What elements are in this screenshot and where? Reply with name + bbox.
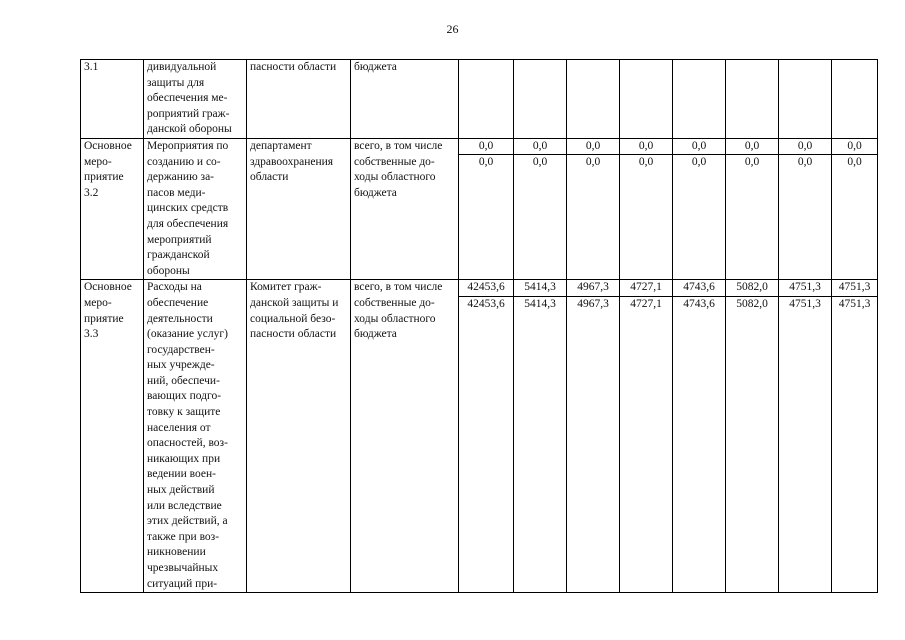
own-revenue-label: собственные до- ходы областного бюджета xyxy=(354,155,436,199)
own-value: 5082,0 xyxy=(736,297,768,310)
value-cell xyxy=(779,280,832,593)
own-value: 42453,6 xyxy=(467,297,505,310)
own-value: 0,0 xyxy=(744,156,760,169)
value-cell xyxy=(673,138,726,279)
value-cell xyxy=(832,138,878,279)
value-cell xyxy=(567,280,620,593)
total-value: 4751,3 xyxy=(779,280,831,297)
table-row xyxy=(81,60,878,139)
value-cell xyxy=(514,280,567,593)
responsible-cell: пасности области xyxy=(247,60,351,139)
own-value: 0,0 xyxy=(532,156,548,169)
total-value: 42453,6 xyxy=(459,280,513,297)
value-cell xyxy=(620,60,673,139)
funding-source-cell xyxy=(351,138,459,279)
total-value: 0,0 xyxy=(673,139,725,156)
total-value: 0,0 xyxy=(726,139,778,156)
row-number-cell: 3.1 xyxy=(81,60,144,139)
own-value: 0,0 xyxy=(585,156,601,169)
responsible-cell: департамент здравоохранения области xyxy=(247,138,351,279)
total-value: 0,0 xyxy=(459,139,513,156)
row-number-cell: Основное меро- приятие 3.2 xyxy=(81,138,144,279)
total-value: 5082,0 xyxy=(726,280,778,297)
activity-name-cell: дивидуальной защиты для обеспечения ме- роприятий граж- данской обороны xyxy=(144,60,247,139)
value-cell xyxy=(726,60,779,139)
value-cell xyxy=(459,138,514,279)
value-cell xyxy=(567,60,620,139)
total-value: 0,0 xyxy=(832,139,877,156)
value-cell xyxy=(779,138,832,279)
own-value: 0,0 xyxy=(638,156,654,169)
value-cell xyxy=(832,60,878,139)
own-value: 4743,6 xyxy=(683,297,715,310)
total-value: 4751,3 xyxy=(832,280,877,297)
total-value: 5414,3 xyxy=(514,280,566,297)
funding-source-cell xyxy=(351,280,459,593)
value-cell xyxy=(620,138,673,279)
own-revenue-label: собственные до- ходы областного бюджета xyxy=(354,296,436,341)
budget-table xyxy=(80,59,878,593)
total-value: 0,0 xyxy=(514,139,566,156)
value-cell xyxy=(673,280,726,593)
total-value: 0,0 xyxy=(620,139,672,156)
total-value: 4727,1 xyxy=(620,280,672,297)
value-cell xyxy=(514,60,567,139)
own-value: 4967,3 xyxy=(577,297,609,310)
total-value: 0,0 xyxy=(779,139,831,156)
total-label: всего, в том числе xyxy=(354,139,443,152)
value-cell xyxy=(514,138,567,279)
total-value: 4743,6 xyxy=(673,280,725,297)
own-value: 0,0 xyxy=(478,156,494,169)
table-row xyxy=(81,280,878,593)
own-value: 0,0 xyxy=(797,156,813,169)
table-row xyxy=(81,138,878,279)
own-value: 0,0 xyxy=(691,156,707,169)
funding-source-cell: бюджета xyxy=(351,60,459,139)
activity-name-cell: Расходы на обеспечение деятельности (оказание услуг) государствен- ных учрежде- ний, обеспечи- вающих подго- товку к защите населения от опасностей, воз- никающих при ведении воен- ных действий или вследствие этих действий, а также при воз- никновении чрезвычайных ситуаций при- xyxy=(144,280,247,593)
value-cell xyxy=(620,280,673,593)
activity-name-cell: Мероприятия по созданию и со- держанию за- пасов меди- цинских средств для обеспечения мероприятий гражданской обороны xyxy=(144,138,247,279)
own-value: 4727,1 xyxy=(630,297,662,310)
value-cell xyxy=(673,60,726,139)
own-value: 4751,3 xyxy=(789,297,821,310)
value-cell xyxy=(726,138,779,279)
value-cell xyxy=(832,280,878,593)
value-cell xyxy=(567,138,620,279)
value-cell xyxy=(459,60,514,139)
total-label: всего, в том числе xyxy=(354,281,443,294)
total-value: 0,0 xyxy=(567,139,619,156)
value-cell xyxy=(779,60,832,139)
value-cell xyxy=(459,280,514,593)
own-value: 5414,3 xyxy=(524,297,556,310)
own-value: 0,0 xyxy=(847,156,862,169)
total-value: 4967,3 xyxy=(567,280,619,297)
page-number: 26 xyxy=(446,22,459,36)
row-number-cell: Основное меро- приятие 3.3 xyxy=(81,280,144,593)
responsible-cell: Комитет граж- данской защиты и социальной безо- пасности области xyxy=(247,280,351,593)
own-value: 4751,3 xyxy=(838,297,871,310)
value-cell xyxy=(726,280,779,593)
